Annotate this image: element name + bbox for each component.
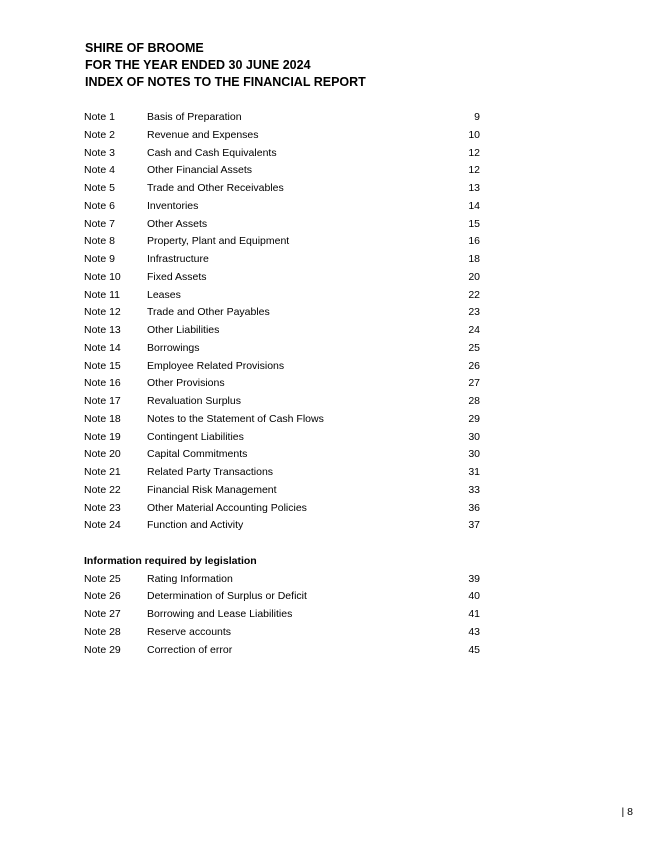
note-number: Note 25 xyxy=(84,572,121,585)
note-page: 14 xyxy=(468,199,480,212)
note-number: Note 7 xyxy=(84,217,115,230)
note-row xyxy=(84,304,480,322)
note-title: Determination of Surplus or Deficit xyxy=(147,590,307,603)
note-row xyxy=(84,340,480,358)
note-row xyxy=(84,393,480,411)
note-title: Revaluation Surplus xyxy=(147,395,241,407)
note-page: 28 xyxy=(468,395,480,407)
note-number: Note 15 xyxy=(84,359,121,372)
legislation-heading: Information required by legislation xyxy=(84,554,257,567)
note-number: Note 1 xyxy=(84,111,115,123)
note-title: Employee Related Provisions xyxy=(147,359,285,372)
note-page: 16 xyxy=(468,235,480,248)
note-page: 10 xyxy=(468,128,480,141)
note-title: Borrowing and Lease Liabilities xyxy=(147,608,293,620)
note-title: Reserve accounts xyxy=(147,625,232,638)
note-number: Note 27 xyxy=(84,608,121,620)
note-page: 15 xyxy=(468,217,480,230)
note-row xyxy=(84,624,480,642)
note-row xyxy=(84,446,480,464)
note-title: Cash and Cash Equivalents xyxy=(147,146,277,159)
note-number: Note 17 xyxy=(84,395,121,407)
note-row xyxy=(84,198,480,216)
note-title: Notes to the Statement of Cash Flows xyxy=(147,412,324,425)
note-title: Leases xyxy=(147,288,181,301)
note-page: 9 xyxy=(474,111,480,123)
note-row xyxy=(84,482,480,500)
note-row xyxy=(84,464,480,482)
note-title: Inventories xyxy=(147,199,199,212)
note-page: 20 xyxy=(468,270,480,283)
note-title: Trade and Other Payables xyxy=(147,306,270,319)
note-number: Note 9 xyxy=(84,253,115,265)
note-page: 30 xyxy=(468,448,480,461)
note-title: Financial Risk Management xyxy=(147,483,277,496)
note-row xyxy=(84,375,480,393)
note-row xyxy=(84,517,480,535)
note-page: 36 xyxy=(468,501,480,514)
note-number: Note 26 xyxy=(84,590,121,603)
note-page: 12 xyxy=(468,164,480,177)
note-title: Trade and Other Receivables xyxy=(147,182,284,194)
notes-index xyxy=(84,109,480,659)
note-number: Note 2 xyxy=(84,128,115,141)
note-number: Note 8 xyxy=(84,235,115,248)
note-row xyxy=(84,145,480,163)
note-number: Note 29 xyxy=(84,643,121,656)
note-page: 23 xyxy=(468,306,480,319)
note-page: 41 xyxy=(468,608,480,620)
note-row xyxy=(84,109,480,127)
note-page: 13 xyxy=(468,182,480,194)
note-row xyxy=(84,588,480,606)
note-title: Correction of error xyxy=(147,643,233,656)
note-row xyxy=(84,162,480,180)
note-title: Related Party Transactions xyxy=(147,466,274,478)
note-title: Revenue and Expenses xyxy=(147,128,259,141)
note-page: 39 xyxy=(468,572,480,585)
notes-list xyxy=(84,109,480,535)
note-title: Capital Commitments xyxy=(147,448,248,461)
note-title: Other Assets xyxy=(147,217,208,230)
note-title: Borrowings xyxy=(147,341,200,354)
note-number: Note 21 xyxy=(84,466,121,478)
note-page: 45 xyxy=(468,643,480,656)
note-row xyxy=(84,358,480,376)
note-number: Note 12 xyxy=(84,306,121,319)
note-title: Infrastructure xyxy=(147,253,209,265)
note-page: 37 xyxy=(468,519,480,532)
period-title: FOR THE YEAR ENDED 30 JUNE 2024 xyxy=(85,58,311,72)
note-title: Rating Information xyxy=(147,572,233,585)
note-number: Note 3 xyxy=(84,146,115,159)
note-number: Note 23 xyxy=(84,501,121,514)
note-number: Note 22 xyxy=(84,483,121,496)
note-page: 30 xyxy=(468,430,480,443)
note-page: 18 xyxy=(468,253,480,265)
note-number: Note 10 xyxy=(84,270,121,283)
note-row xyxy=(84,269,480,287)
note-title: Other Provisions xyxy=(147,377,225,390)
organisation-name: SHIRE OF BROOME xyxy=(85,41,204,55)
note-title: Function and Activity xyxy=(147,519,244,532)
note-page: 31 xyxy=(468,466,480,478)
note-page: 12 xyxy=(468,146,480,159)
legislation-notes-list xyxy=(84,571,480,660)
note-number: Note 24 xyxy=(84,519,121,532)
report-header xyxy=(85,40,366,91)
note-page: 26 xyxy=(468,359,480,372)
note-row xyxy=(84,642,480,660)
note-page: 24 xyxy=(468,324,480,336)
note-page: 43 xyxy=(468,625,480,638)
note-page: 40 xyxy=(468,590,480,603)
note-row xyxy=(84,127,480,145)
note-page: 29 xyxy=(468,412,480,425)
note-title: Contingent Liabilities xyxy=(147,430,244,443)
note-row xyxy=(84,322,480,340)
note-page: 33 xyxy=(468,483,480,496)
note-row xyxy=(84,606,480,624)
note-page: 27 xyxy=(468,377,480,390)
note-title: Property, Plant and Equipment xyxy=(147,235,290,248)
note-row xyxy=(84,251,480,269)
note-number: Note 28 xyxy=(84,625,121,638)
note-title: Basis of Preparation xyxy=(147,111,242,123)
page-number: | 8 xyxy=(621,806,633,818)
note-number: Note 18 xyxy=(84,412,121,425)
index-title: INDEX OF NOTES TO THE FINANCIAL REPORT xyxy=(85,75,366,89)
note-title: Other Material Accounting Policies xyxy=(147,501,307,514)
note-number: Note 19 xyxy=(84,430,121,443)
note-title: Other Financial Assets xyxy=(147,164,253,177)
note-number: Note 14 xyxy=(84,341,121,354)
note-title: Fixed Assets xyxy=(147,270,207,283)
note-row xyxy=(84,429,480,447)
note-number: Note 11 xyxy=(84,288,120,301)
note-number: Note 16 xyxy=(84,377,121,390)
note-row xyxy=(84,233,480,251)
note-row xyxy=(84,180,480,198)
note-number: Note 4 xyxy=(84,164,115,177)
note-page: 25 xyxy=(468,341,480,354)
note-page: 22 xyxy=(468,288,480,301)
note-number: Note 20 xyxy=(84,448,121,461)
note-title: Other Liabilities xyxy=(147,324,220,336)
note-row xyxy=(84,216,480,234)
note-row xyxy=(84,571,480,589)
note-row xyxy=(84,500,480,518)
note-number: Note 5 xyxy=(84,182,115,194)
note-row xyxy=(84,411,480,429)
note-number: Note 6 xyxy=(84,199,115,212)
note-number: Note 13 xyxy=(84,324,121,336)
note-row xyxy=(84,287,480,305)
